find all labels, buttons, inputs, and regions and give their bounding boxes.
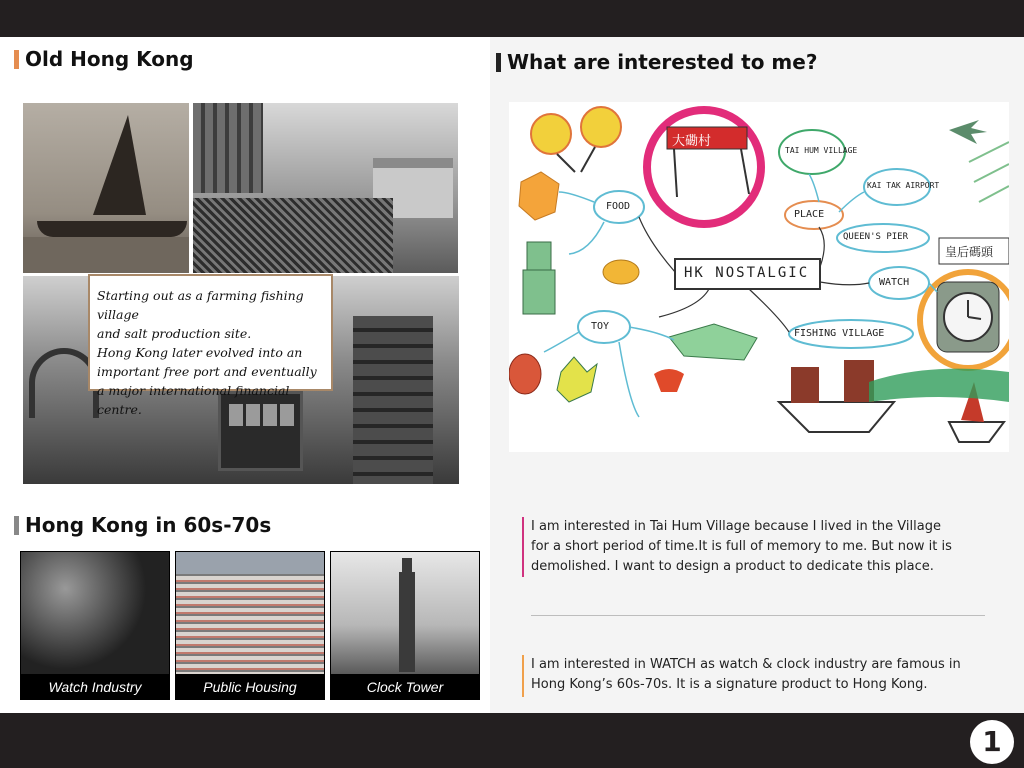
crowd [193, 198, 393, 273]
sixties-title: Hong Kong in 60s-70s [25, 513, 272, 537]
top-toy-drawing [654, 369, 684, 392]
tram [218, 391, 303, 471]
ball-drawing [509, 354, 541, 394]
note-accent-bar [522, 655, 524, 697]
interests-heading [496, 50, 817, 74]
spinning-top-drawing [603, 260, 639, 284]
place-label: PLACE [794, 209, 825, 220]
clock-tower-photo [331, 552, 479, 674]
kai-tak-label: KAI TAK AIRPORT [867, 181, 940, 190]
sixties-heading [14, 513, 271, 537]
pier-crowd-photo [193, 103, 458, 273]
thumbnail-caption: Watch Industry [48, 679, 142, 695]
heading-accent-bar [14, 516, 19, 535]
junk-sail [93, 115, 146, 215]
junk-boat-photo [23, 103, 189, 273]
heading-accent-bar [14, 50, 19, 69]
tai-hum-note-text: I am interested in Tai Hum Village because I lived in the Village for a short period of time.It is full of memory to me. But now it is demolished. I want to design a product to dedicate this place. [531, 519, 952, 574]
candy-drawing [531, 114, 571, 154]
public-housing-photo [176, 552, 324, 674]
junk-boat-drawing [779, 402, 894, 432]
butterfly-drawing [557, 357, 597, 402]
old-hong-kong-title: Old Hong Kong [25, 47, 194, 71]
queens-pier-label: QUEEN'S PIER [843, 232, 909, 242]
watch-note [522, 655, 962, 695]
old-hk-caption: Starting out as a farming fishing village and salt production site. Hong Kong later evolved into an important free port and eventually a major international financial centre. [88, 274, 333, 391]
interests-title: What are interested to me? [507, 50, 818, 74]
street-building [353, 316, 433, 484]
watch-industry-photo [21, 552, 169, 674]
food-label: FOOD [606, 201, 631, 212]
mind-map-sketch [509, 102, 1009, 452]
village-sign-text: 大磡村 [672, 134, 712, 149]
tram-windows [229, 404, 294, 426]
heading-accent-bar [496, 53, 501, 72]
page-number-badge: 1 [970, 720, 1014, 764]
plane-drawing [949, 120, 987, 144]
watch-note-text: I am interested in WATCH as watch & clock industry are famous in Hong Kong’s 60s-70s. It is a signature product to Hong Kong. [531, 657, 961, 692]
thumbnail-public-housing [175, 551, 325, 700]
junk-hull [37, 221, 187, 237]
colonial-building [193, 103, 263, 193]
harbour-water [23, 237, 189, 273]
village-label: TAI HUM VILLAGE [785, 146, 858, 155]
clock-tower [399, 572, 415, 672]
thumbnail-caption: Clock Tower [366, 679, 444, 695]
note-accent-bar [522, 517, 524, 577]
candy-drawing [581, 107, 621, 147]
top-bar [0, 0, 1024, 37]
toy-label: TOY [591, 321, 610, 332]
watch-label: WATCH [879, 277, 910, 288]
bottom-bar [0, 713, 1024, 768]
old-hong-kong-heading [14, 47, 194, 71]
robot-toy-drawing [527, 242, 551, 270]
egg-waffle-drawing [519, 172, 559, 220]
thumbnail-caption: Public Housing [203, 679, 297, 695]
thumbnail-clock-tower [330, 551, 480, 700]
pier-sign-text: 皇后碼頭 [945, 245, 994, 259]
divider [531, 615, 985, 616]
tai-hum-note [522, 517, 962, 577]
fishing-village-label: FISHING VILLAGE [794, 328, 885, 339]
car-toy-drawing [669, 324, 757, 360]
center-label: HK NOSTALGIC [684, 265, 810, 281]
thumbnail-watch-industry [20, 551, 170, 700]
